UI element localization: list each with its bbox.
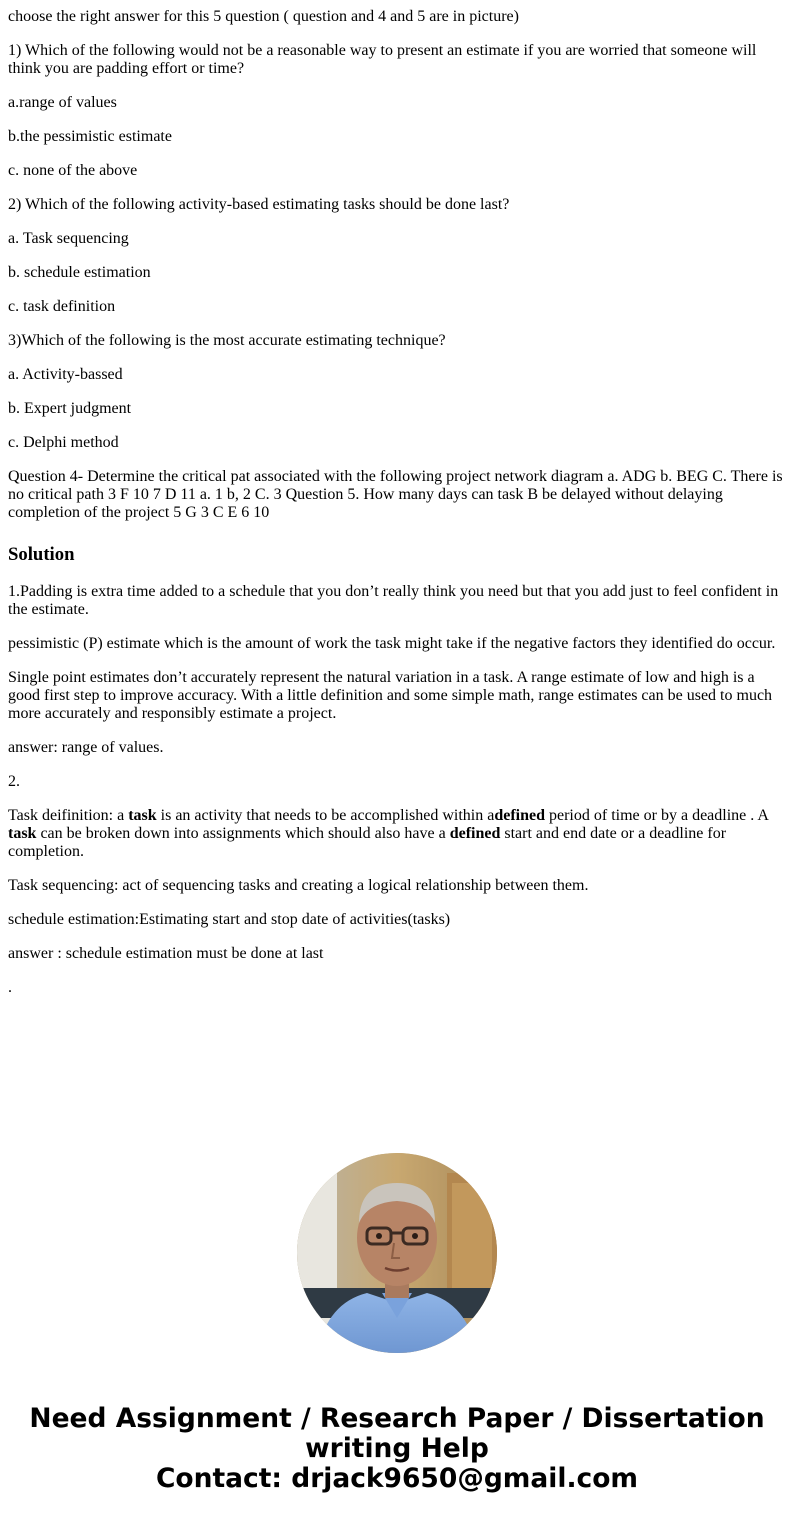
question-3-option-a: a. Activity-bassed (8, 366, 123, 383)
intro-text: choose the right answer for this 5 question ( question and 4 and 5 are in picture) (8, 8, 519, 25)
task-def-bold: defined (449, 825, 501, 842)
task-def-bold: task (8, 825, 37, 842)
question-2-option-c: c. task definition (8, 298, 116, 315)
banner-contact-email: Contact: drjack9650@gmail.com (155, 1463, 639, 1494)
solution-schedule-estimation: schedule estimation:Estimating start and stop date of activities(tasks) (8, 911, 451, 928)
task-def-text: start and end date or a deadline for completion. (8, 825, 727, 860)
task-def-text: Task deifinition: a (8, 807, 129, 824)
task-def-text: can be broken down into assignments which should also have a (36, 825, 450, 842)
question-2: 2) Which of the following activity-based estimating tasks should be done last? (8, 196, 510, 213)
question-1-option-c: c. none of the above (8, 162, 138, 179)
question-1-option-a: a.range of values (8, 94, 117, 111)
solution-heading: Solution (8, 544, 75, 565)
question-3-option-b: b. Expert judgment (8, 400, 132, 417)
question-3: 3)Which of the following is the most accurate estimating technique? (8, 332, 446, 349)
solution-task-sequencing: Task sequencing: act of sequencing tasks and creating a logical relationship between them. (8, 877, 589, 894)
banner-line-1: Need Assignment / Research Paper / Dissertation (29, 1403, 765, 1434)
question-2-option-b: b. schedule estimation (8, 264, 151, 281)
question-4-5: Question 4- Determine the critical pat associated with the following project network diagram a. ADG b. BEG C. There is no critical path 3 F 10 7 D 11 a. 1 b, 2 C. 3 Question 5. How many days can task B be delayed without delaying completion of the project 5 G 3 C E 6 10 (8, 468, 783, 521)
solution-trailing-dot: . (8, 979, 12, 996)
solution-padding-definition: 1.Padding is extra time added to a schedule that you don’t really think you need but that you add just to feel confident in the estimate. (8, 583, 779, 618)
solution-number-2: 2. (8, 773, 20, 790)
question-1-option-b: b.the pessimistic estimate (8, 128, 172, 145)
task-def-text: is an activity that needs to be accomplished within a (156, 807, 495, 824)
task-def-text: period of time or by a deadline . A (545, 807, 769, 824)
question-2-option-a: a. Task sequencing (8, 230, 129, 247)
task-def-bold: defined (494, 807, 545, 824)
solution-pessimistic-estimate: pessimistic (P) estimate which is the amount of work the task might take if the negative factors they identified do occur. (8, 635, 776, 652)
document-body (8, 0, 786, 1013)
solution-answer-1: answer: range of values. (8, 739, 164, 756)
question-3-option-c: c. Delphi method (8, 434, 119, 451)
solution-range-estimate: Single point estimates don’t accurately represent the natural variation in a task. A range estimate of low and high is a good first step to improve accuracy. With a little definition and some simple math, range estimates can be used to much more accurately and responsibly estimate a project. (8, 669, 773, 722)
task-def-bold: task (128, 807, 157, 824)
contact-banner (0, 1404, 794, 1494)
solution-answer-2: answer : schedule estimation must be done at last (8, 945, 324, 962)
person-portrait-image (297, 1153, 497, 1353)
question-1: 1) Which of the following would not be a reasonable way to present an estimate if you are worried that someone will think you are padding effort or time? (8, 42, 757, 77)
solution-task-definition (8, 807, 786, 861)
avatar (297, 1153, 497, 1353)
banner-line-2: writing Help (305, 1433, 489, 1464)
